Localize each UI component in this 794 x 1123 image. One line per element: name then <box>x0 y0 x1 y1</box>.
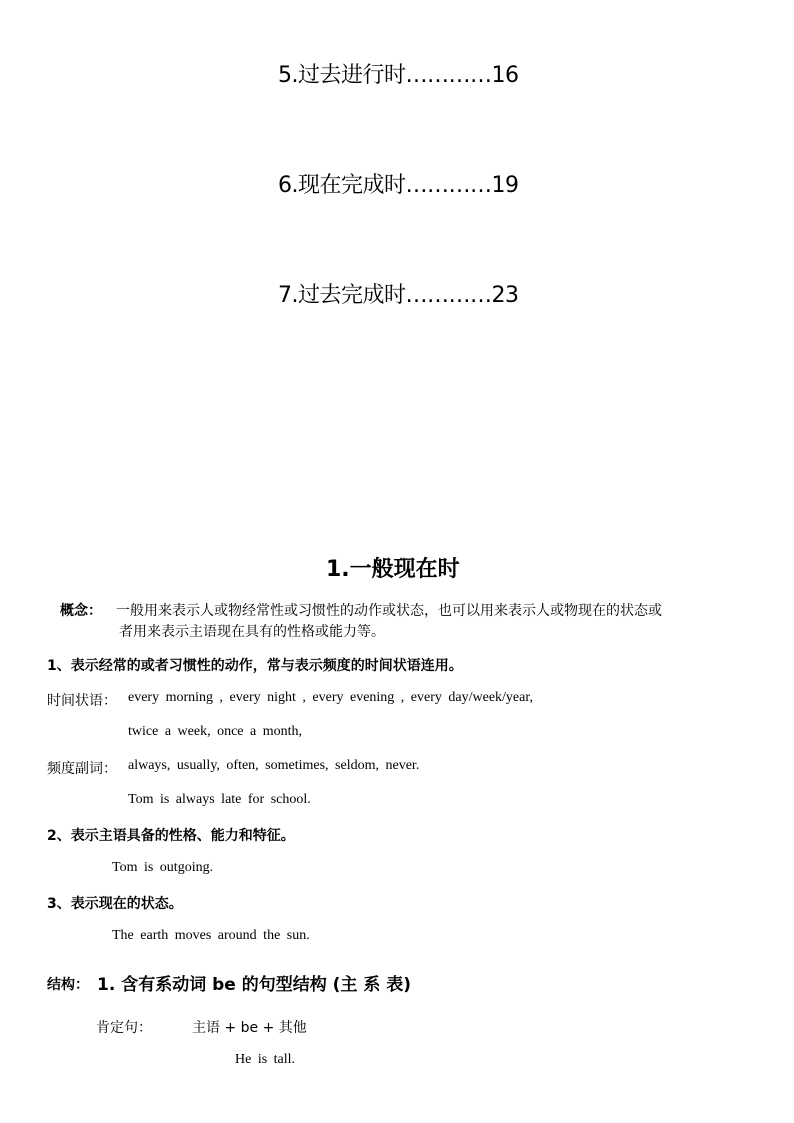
concept-text-line2: 者用来表示主语现在具有的性格或能力等。 <box>119 624 385 640</box>
toc-entry-5[interactable] <box>278 58 519 89</box>
example-sentence-2: Tom is outgoing. <box>112 860 214 875</box>
time-adverbial-line1: every morning , every night , every evening , every day/week/year, <box>128 690 533 705</box>
time-adverbial-line2: twice a week, once a month, <box>128 724 302 739</box>
structure-title: 1. 含有系动词 be 的句型结构 (主 系 表) <box>97 975 412 995</box>
toc-leader-dots: ………… <box>405 173 492 198</box>
frequency-adverb-list: always, usually, often, sometimes, seldom, never. <box>128 758 420 773</box>
section-title: 1.一般现在时 <box>326 557 460 582</box>
point-3-heading: 3、表示现在的状态。 <box>47 896 183 912</box>
toc-page-number: 23 <box>491 283 519 308</box>
toc-page-number: 19 <box>491 173 519 198</box>
toc-leader-dots: ………… <box>405 63 492 88</box>
time-adverbial-label: 时间状语： <box>47 693 117 709</box>
affirmative-example: He is tall. <box>235 1052 296 1067</box>
toc-title: 6.现在完成时 <box>278 173 406 198</box>
toc-title: 7.过去完成时 <box>278 283 406 308</box>
affirmative-label: 肯定句： <box>96 1020 152 1036</box>
point-1-heading: 1、表示经常的或者习惯性的动作，常与表示频度的时间状语连用。 <box>47 658 463 674</box>
toc-entry-7[interactable] <box>278 278 519 309</box>
point-2-heading: 2、表示主语具备的性格、能力和特征。 <box>47 828 295 844</box>
concept-text-line1: 一般用来表示人或物经常性或习惯性的动作或状态，也可以用来表示人或物现在的状态或 <box>116 603 662 619</box>
example-sentence-1: Tom is always late for school. <box>128 792 311 807</box>
toc-leader-dots: ………… <box>405 283 492 308</box>
toc-title: 5.过去进行时 <box>278 63 406 88</box>
concept-label: 概念： <box>60 603 102 619</box>
toc-entry-6[interactable] <box>278 168 519 199</box>
example-sentence-3: The earth moves around the sun. <box>112 928 310 943</box>
toc-page-number: 16 <box>491 63 519 88</box>
structure-label: 结构： <box>47 977 89 993</box>
frequency-adverb-label: 频度副词： <box>47 761 117 777</box>
affirmative-formula: 主语 + be + 其他 <box>192 1020 307 1036</box>
